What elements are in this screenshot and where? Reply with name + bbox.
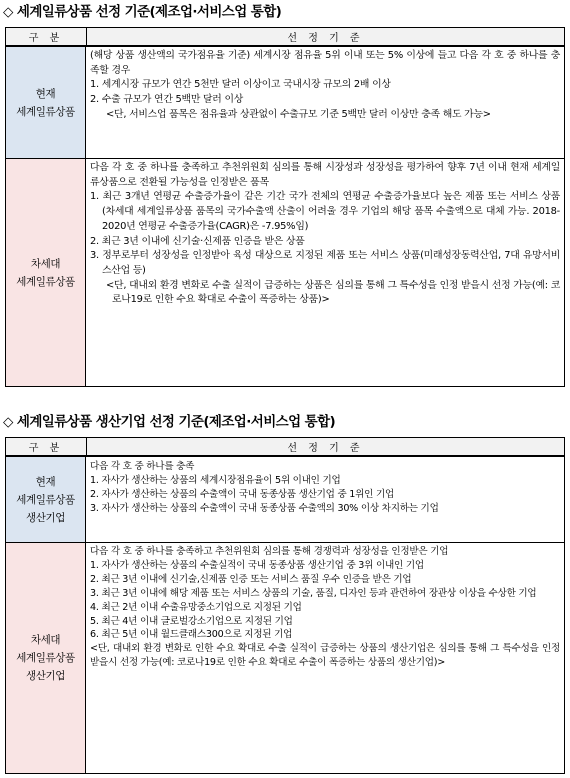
criteria-note: <단, 대내외 환경 변화로 수출 실적이 급증하는 상품은 심의를 통해 그 특수성을 인정 받을시 선정 가능(예: 코로나19로 인한 수요 확대로 수출이 폭증하는 상품)> [106, 279, 560, 306]
criteria-line: 3. 자사가 생산하는 상품의 수출액이 국내 동종상품 수출액의 30% 이상 차지하는 기업 [90, 502, 439, 514]
criteria-line: 3. 정부로부터 성장성을 인정받아 육성 대상으로 지정된 제품 또는 서비스 상품(미래성장동력산업, 7대 유망서비스산업 등) [90, 250, 560, 276]
row-criteria [86, 543, 564, 773]
section1-title: ◇ 세계일류상품 선정 기준(제조업·서비스업 통합) [3, 4, 282, 20]
criteria-line: 3. 최근 3년 이내에 해당 제품 또는 서비스 상품의 기술, 품질, 디자인 등과 관련하여 장관상 이상을 수상한 기업 [90, 587, 537, 599]
criteria-line: 2. 최근 3년 이내에 신기술,신제품 인증 또는 서비스 품질 우수 인증을 받은 기업 [90, 573, 412, 585]
criteria-line: 6. 최근 5년 이내 월드클래스300으로 지정된 기업 [90, 629, 293, 641]
row-criteria [86, 457, 564, 542]
header-criteria: 선 정 기 준 [287, 443, 364, 454]
table-header [6, 28, 564, 47]
product-criteria-table [5, 27, 565, 387]
criteria-line: 다음 각 호 중 하나를 충족하고 추천위원회 심의를 통해 시장성과 성장성을 평가하여 향후 7년 이내 현재 세계일류상품으로 전환될 가능성을 인정받은 품목 [90, 162, 560, 188]
criteria-line: 1. 자사가 생산하는 상품의 세계시장점유율이 5위 이내인 기업 [90, 474, 341, 486]
category-label: 현재 세계일류상품 [16, 87, 75, 118]
company-criteria-table [5, 437, 565, 774]
row-criteria [86, 159, 564, 386]
criteria-line: 4. 최근 2년 이내 수출유망중소기업으로 지정된 기업 [90, 601, 302, 613]
header-category: 구 분 [6, 438, 87, 455]
table-row [6, 159, 564, 386]
criteria-line: 5. 최근 4년 이내 글로벌강소기업으로 지정된 기업 [90, 615, 293, 627]
criteria-line: 다음 각 호 중 하나를 충족 [90, 461, 195, 472]
row-category [6, 457, 86, 542]
header-criteria: 선 정 기 준 [287, 33, 364, 44]
row-category [6, 159, 86, 386]
header-category: 구 분 [6, 28, 87, 45]
criteria-line: 1. 자사가 생산하는 상품의 수출실적이 국내 동종상품 생산기업 중 3위 이내인 기업 [90, 559, 424, 571]
category-label: 현재 세계일류상품 생산기업 [16, 475, 75, 524]
table-row [6, 457, 564, 543]
criteria-line: 2. 최근 3년 이내에 신기술·신제품 인증을 받은 상품 [90, 235, 305, 247]
row-category [6, 543, 86, 773]
section2-title: ◇ 세계일류상품 생산기업 선정 기준(제조업·서비스업 통합) [3, 414, 336, 430]
row-category [6, 47, 86, 158]
criteria-line: (해당 상품 생산액의 국가점유율 기준) 세계시장 점유율 5위 이내 또는 5% 이상에 들고 다음 각 호 중 하나를 충족할 경우 [90, 50, 560, 76]
row-criteria [86, 47, 564, 158]
category-label: 차세대 세계일류상품 생산기업 [16, 634, 75, 682]
category-label: 차세대 세계일류상품 [16, 257, 75, 288]
table-row [6, 543, 564, 773]
criteria-line: 다음 각 호 중 하나를 충족하고 추천위원회 심의를 통해 경쟁력과 성장성을 인정받은 기업 [90, 546, 449, 557]
table-row [6, 47, 564, 159]
criteria-note: <단, 대내외 환경 변화로 인한 수요 확대로 수출 실적이 급증하는 상품의 생산기업은 심의를 통해 그 특수성을 인정 받을시 선정 가능(예: 코로나19로 인한 수요 확대로 수출이 폭증하는 상품의 생산기업)> [90, 643, 560, 669]
criteria-line: 2. 수출 규모가 연간 5백만 달러 이상 [90, 94, 244, 106]
criteria-line: 1. 세계시장 규모가 연간 5천만 달러 이상이고 국내시장 규모의 2배 이상 [90, 79, 391, 91]
criteria-note: <단, 서비스업 품목은 점유율과 상관없이 수출규모 기준 5백만 달러 이상만 충족 해도 가능> [106, 108, 491, 120]
table-header [6, 438, 564, 457]
criteria-line: 2. 자사가 생산하는 상품의 수출액이 국내 동종상품 생산기업 중 1위인 기업 [90, 488, 395, 500]
criteria-line: 1. 최근 3개년 연평균 수출증가율이 같은 기간 국가 전체의 연평균 수출증가율보다 높은 제품 또는 서비스 상품(차세대 세계일류상품 품목의 국가수출액 산출이 어려울 경우 기업의 해당 품목 수출액으로 대체 가능. 2018-2020년 연평균 수출증가율(CAGR)은 -7.95%임) [90, 191, 560, 232]
